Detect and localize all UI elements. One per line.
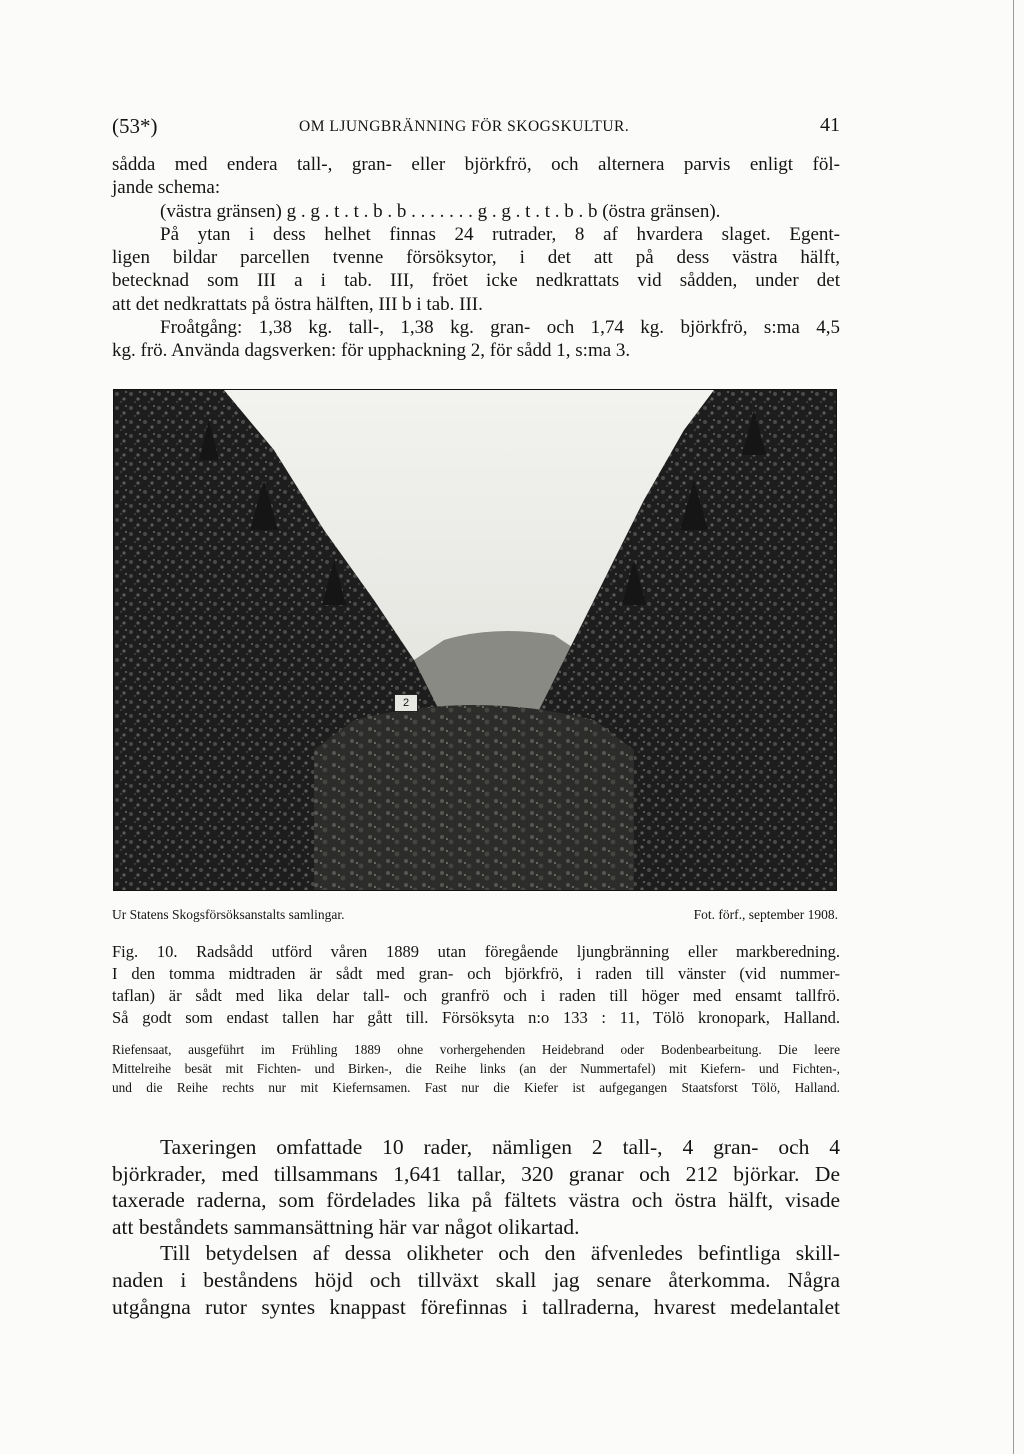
text-line: Taxeringen omfattade 10 rader, nämligen 2 tall-, 4 gran- och 4 [160, 1135, 840, 1159]
text-line: sådda med endera tall-, gran- eller björkfrö, och alternera parvis enligt föl- [112, 154, 840, 175]
page-number: 41 [820, 114, 840, 136]
caption-line: Så godt som endast tallen har gått till. Försöksyta n:o 133 : 11, Tölö kronopark, Halland. [112, 1008, 840, 1027]
caption-line: Riefensaat, ausgeführt im Frühling 1889 ohne vorhergehenden Heidebrand oder Bodenbearbeitung. Die leere [112, 1042, 840, 1057]
text-line: betecknad som III a i tab. III, fröet icke nedkrattats vid sådden, under det [112, 270, 840, 292]
text-line: taxerade raderna, som fördelades lika på fältets västra och östra hälft, visade [112, 1188, 840, 1213]
figure-caption-german [112, 1040, 840, 1097]
collection-credit: Ur Statens Skogsförsöksanstalts samlingar. [112, 907, 345, 922]
text-line: naden i beståndens höjd och tillväxt skall jag senare återkomma. Några [112, 1267, 840, 1292]
text-line: jande schema: [112, 177, 221, 199]
text-line: att beståndets sammansättning här var något olikartad. [112, 1214, 580, 1239]
text-line: björkrader, med tillsammans 1,641 tallar, 320 granar och 212 björkar. De [112, 1161, 840, 1186]
photographer-credit: Fot. förf., september 1908. [693, 907, 838, 922]
text-line: att det nedkrattats på östra hälften, III b i tab. III. [112, 293, 483, 315]
forest-photo-image [114, 390, 837, 891]
running-title: OM LJUNGBRÄNNING FÖR SKOGSKULTUR. [299, 118, 630, 135]
caption-line: Mittelreihe besät mit Fichten- und Birken-, die Reihe links (an der Nummertafel) mit Kiefern- und Fichten-, [112, 1061, 840, 1076]
section-reference: (53*) [112, 114, 158, 138]
schema-line: (västra gränsen) g . g . t . t . b . b . . . . . . . g . g . t . t . b . b (östra gränsen). [160, 200, 721, 222]
text-line: Froåtgång: 1,38 kg. tall-, 1,38 kg. gran- och 1,74 kg. björkfrö, s:ma 4,5 [160, 317, 840, 339]
text-line: utgångna rutor syntes knappast förefinnas i tallraderna, hvarest medelantalet [112, 1294, 840, 1319]
text-line: På ytan i dess helhet finnas 24 rutrader, 8 af hvardera slaget. Egent- [160, 223, 840, 245]
bottom-paragraph [112, 1134, 840, 1320]
page-edge-line [1013, 0, 1014, 1454]
caption-line: taflan) är sådt med lika delar tall- och granfrö och i raden till höger med ensamt tallfrö. [112, 986, 840, 1005]
forest-photograph [113, 389, 837, 891]
text-line: kg. frö. Använda dagsverken: för upphackning 2, för sådd 1, s:ma 3. [112, 340, 631, 362]
text-line: ligen bildar parcellen tvenne försöksytor, i det att på dess västra hälft, [112, 247, 840, 269]
top-paragraph [112, 153, 840, 363]
caption-line: und die Reihe rechts nur mit Kiefernsamen. Fast nur die Kiefer ist aufgegangen Staatsforst Tölö, Halland. [112, 1080, 840, 1095]
running-header [112, 112, 840, 142]
figure-caption-swedish [112, 941, 840, 1029]
caption-line: I den tomma midtraden är sådt med gran- och björkfrö, i raden till vänster (vid nummer- [112, 964, 840, 983]
text-line: Till betydelsen af dessa olikheter och den äfvenledes befintliga skill- [160, 1241, 840, 1266]
number-tag: 2 [394, 694, 418, 712]
caption-line: Fig. 10. Radsådd utförd våren 1889 utan föregående ljungbränning eller markberedning. [112, 942, 840, 961]
